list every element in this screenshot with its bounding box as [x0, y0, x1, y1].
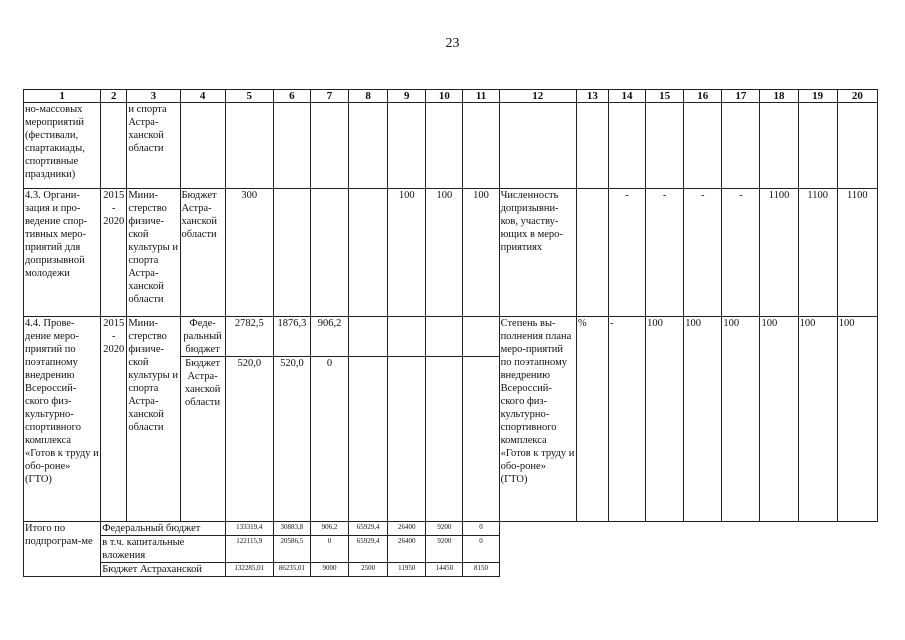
value-cell: 9000 — [310, 563, 348, 577]
header-cell: 13 — [576, 90, 608, 103]
indicator-name: Степень вы-полнения плана меро-приятий по поэтапному внедрению Всероссий-ского физ-культурно-спортивного комплекса «Готов к труду и обо-роне» (ГТО) — [499, 317, 576, 522]
funding-source: Бюджет Астра-ханской области — [180, 357, 225, 522]
header-cell: 14 — [608, 90, 645, 103]
value-cell: 0 — [463, 536, 499, 563]
value-cell: 14450 — [426, 563, 463, 577]
value-cell: 100 — [426, 189, 463, 317]
value-cell: 133319,4 — [225, 522, 273, 536]
header-cell: 3 — [127, 90, 180, 103]
header-cell: 4 — [180, 90, 225, 103]
header-cell: 2 — [101, 90, 127, 103]
value-cell: 100 — [388, 189, 426, 317]
value-cell: 300 — [225, 189, 273, 317]
value-cell: 100 — [684, 317, 722, 522]
totals-source: в т.ч. капитальные вложения — [101, 536, 225, 563]
value-cell: 26400 — [388, 522, 426, 536]
value-cell: 520,0 — [225, 357, 273, 522]
value-cell: 100 — [722, 317, 760, 522]
value-cell: - — [722, 189, 760, 317]
table-row — [24, 103, 878, 189]
value-cell: 906,2 — [310, 522, 348, 536]
header-cell: 8 — [349, 90, 388, 103]
value-cell: 2782,5 — [225, 317, 273, 357]
value-cell: 100 — [646, 317, 684, 522]
header-cell: 17 — [722, 90, 760, 103]
value-cell: 0 — [463, 522, 499, 536]
value-cell: 1100 — [760, 189, 798, 317]
value-cell: 1100 — [798, 189, 837, 317]
totals-label: Итого по подпрограм-ме — [24, 522, 101, 577]
header-cell: 10 — [426, 90, 463, 103]
value-cell: 100 — [463, 189, 499, 317]
value-cell: 132285,01 — [225, 563, 273, 577]
indicator-name: Численность допризывни-ков, участву-ющих в меро-приятиях — [499, 189, 576, 317]
value-cell: 11950 — [388, 563, 426, 577]
value-cell: 26400 — [388, 536, 426, 563]
header-cell: 19 — [798, 90, 837, 103]
value-cell: 65929,4 — [349, 522, 388, 536]
header-cell: 1 — [24, 90, 101, 103]
table-row — [24, 189, 878, 317]
header-cell: 12 — [499, 90, 576, 103]
program-table — [23, 89, 878, 577]
value-cell: 0 — [310, 357, 348, 522]
totals-source: Федеральный бюджет — [101, 522, 225, 536]
header-cell: 20 — [837, 90, 877, 103]
header-cell: 5 — [225, 90, 273, 103]
funding-source: Бюджет Астра-ханской области — [180, 189, 225, 317]
value-cell: - — [684, 189, 722, 317]
table-row — [24, 317, 878, 357]
value-cell: 20586,5 — [273, 536, 310, 563]
value-cell: 0 — [310, 536, 348, 563]
value-cell: 86235,01 — [273, 563, 310, 577]
value-cell: - — [608, 317, 645, 522]
activity-name: 4.4. Прове-дение меро-приятий по поэтапному внедрению Всероссий-ского физ-культурно-спортивного комплекса «Готов к труду и обо-роне» (ГТО) — [24, 317, 101, 522]
totals-source: Бюджет Астраханской — [101, 563, 225, 577]
executor: и спорта Астра-ханской области — [127, 103, 180, 189]
page-number: 23 — [445, 36, 460, 51]
table-row — [24, 522, 878, 536]
header-cell: 18 — [760, 90, 798, 103]
value-cell: 906,2 — [310, 317, 348, 357]
period: 2015 - 2020 — [101, 189, 127, 317]
header-cell: 7 — [310, 90, 348, 103]
activity-name: но-массовых мероприятий (фестивали, спартакиады, спортивные праздники) — [24, 103, 101, 189]
value-cell: 1100 — [837, 189, 877, 317]
header-cell: 11 — [463, 90, 499, 103]
value-cell: 30883,8 — [273, 522, 310, 536]
period: 2015 - 2020 — [101, 317, 127, 522]
funding-source: Феде-ральный бюджет — [180, 317, 225, 357]
value-cell: 100 — [760, 317, 798, 522]
executor: Мини-стерство физиче-ской культуры и спорта Астра-ханской области — [127, 317, 180, 522]
unit-cell: % — [576, 317, 608, 522]
value-cell: 9200 — [426, 536, 463, 563]
executor: Мини-стерство физиче-ской культуры и спорта Астра-ханской области — [127, 189, 180, 317]
activity-name: 4.3. Органи-зация и про-ведение спор-тивных меро-приятий для допризывной молодежи — [24, 189, 101, 317]
value-cell: 65929,4 — [349, 536, 388, 563]
header-row — [24, 90, 878, 103]
value-cell: 2500 — [349, 563, 388, 577]
value-cell: 1876,3 — [273, 317, 310, 357]
value-cell: - — [608, 189, 645, 317]
value-cell: 100 — [798, 317, 837, 522]
value-cell: 100 — [837, 317, 877, 522]
value-cell: 122115,9 — [225, 536, 273, 563]
header-cell: 16 — [684, 90, 722, 103]
header-cell: 15 — [646, 90, 684, 103]
value-cell: 9200 — [426, 522, 463, 536]
value-cell: - — [646, 189, 684, 317]
header-cell: 6 — [273, 90, 310, 103]
value-cell: 520,0 — [273, 357, 310, 522]
header-cell: 9 — [388, 90, 426, 103]
value-cell: 8150 — [463, 563, 499, 577]
